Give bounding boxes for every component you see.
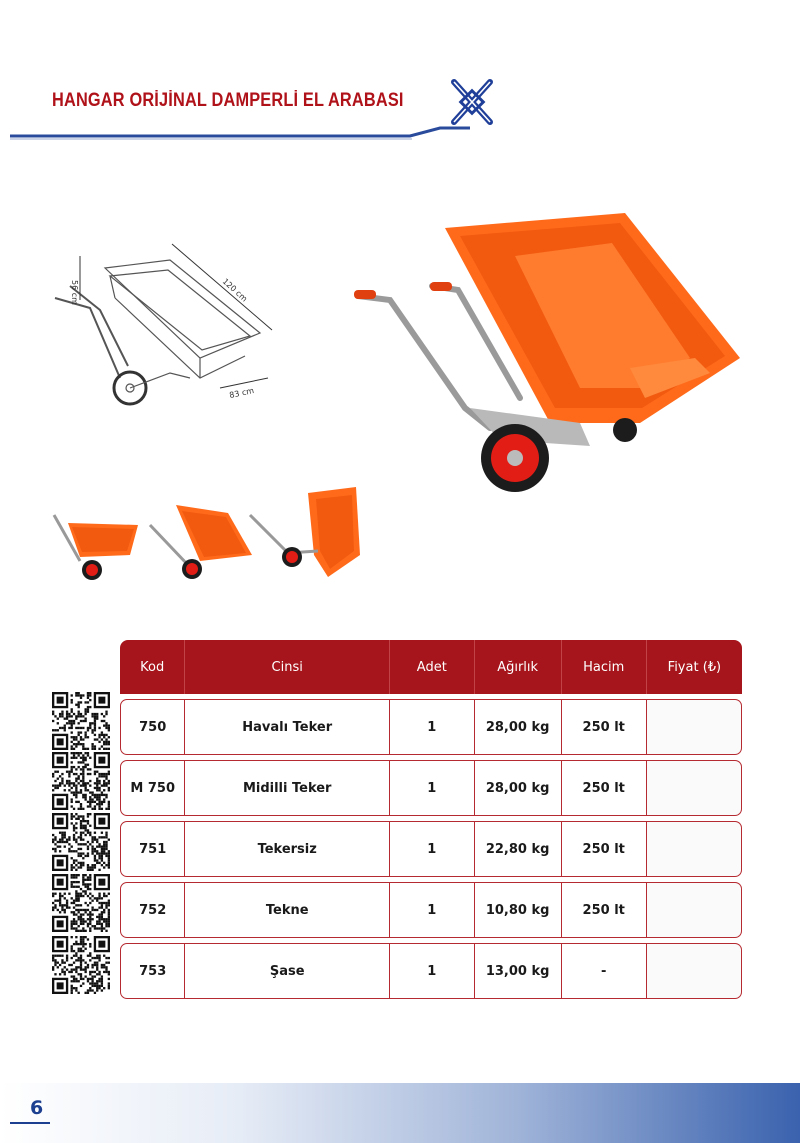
table-row [120,943,742,999]
page-number: 6 [30,1097,44,1119]
cell-kod: 751 [120,821,185,877]
qr-code-icon[interactable] [52,936,110,994]
dimension-width-label: 83 cm [228,385,255,400]
cell-fiyat [647,943,742,999]
cell-kod: M 750 [120,760,185,816]
table-header-row [120,640,742,694]
column-header-agirlik: Ağırlık [475,640,562,694]
cell-fiyat [647,882,742,938]
cell-hacim: 250 lt [562,699,647,755]
qr-code-icon[interactable] [52,874,110,932]
dimension-height-label: 56 cm [70,280,79,305]
column-header-adet: Adet [390,640,475,694]
table-row [120,882,742,938]
cell-adet: 1 [390,699,475,755]
cell-fiyat [647,760,742,816]
cell-agirlik: 10,80 kg [475,882,562,938]
page-number-underline [10,1122,50,1124]
cell-cinsi: Tekne [185,882,390,938]
cell-cinsi: Şase [185,943,390,999]
page-title: HANGAR ORİJİNAL DAMPERLİ EL ARABASI [52,90,404,111]
column-header-kod: Kod [120,640,185,694]
qr-code-icon[interactable] [52,692,110,750]
product-table [120,635,742,1004]
cell-kod: 753 [120,943,185,999]
cell-cinsi: Havalı Teker [185,699,390,755]
cell-hacim: 250 lt [562,760,647,816]
column-header-fiyat: Fiyat (₺) [647,640,742,694]
cell-agirlik: 28,00 kg [475,699,562,755]
qr-code-icon[interactable] [52,813,110,871]
thumbnail-wheelbarrow-side [50,485,150,585]
dimension-diagram [50,238,290,418]
cell-adet: 1 [390,821,475,877]
dimension-length-label: 120 cm [220,276,249,304]
cell-kod: 752 [120,882,185,938]
table-row [120,760,742,816]
cell-hacim: 250 lt [562,821,647,877]
wheelbarrow-main-photo [350,208,750,498]
cell-kod: 750 [120,699,185,755]
cell-fiyat [647,699,742,755]
cell-cinsi: Midilli Teker [185,760,390,816]
cell-agirlik: 13,00 kg [475,943,562,999]
cell-adet: 1 [390,943,475,999]
hangar-x-logo-icon [444,74,500,130]
cell-hacim: - [562,943,647,999]
column-header-cinsi: Cinsi [185,640,390,694]
cell-fiyat [647,821,742,877]
footer-bar [0,1083,800,1143]
thumbnail-wheelbarrow-tilted [148,485,258,585]
qr-code-icon[interactable] [52,752,110,810]
cell-agirlik: 22,80 kg [475,821,562,877]
table-row [120,821,742,877]
cell-agirlik: 28,00 kg [475,760,562,816]
cell-adet: 1 [390,882,475,938]
cell-adet: 1 [390,760,475,816]
table-row [120,699,742,755]
cell-cinsi: Tekersiz [185,821,390,877]
column-header-hacim: Hacim [562,640,647,694]
thumbnail-wheelbarrow-dumping [248,485,363,585]
header-divider [10,126,470,140]
cell-hacim: 250 lt [562,882,647,938]
